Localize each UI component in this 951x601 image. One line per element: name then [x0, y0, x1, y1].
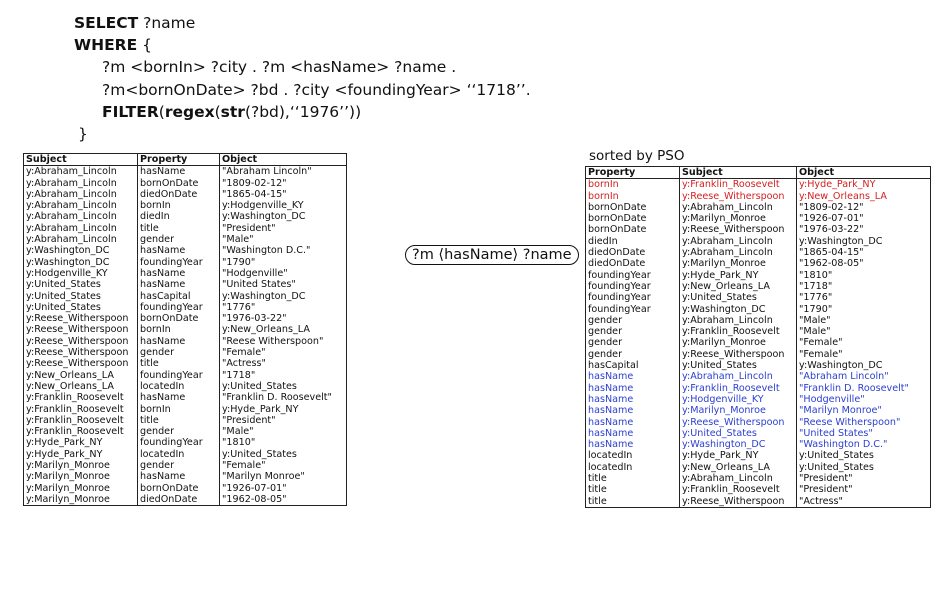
cell-property: title — [586, 484, 680, 495]
filter-keyword: FILTER — [102, 102, 159, 121]
filter-args: (?bd),‘‘1976’’)) — [244, 102, 362, 121]
cell-object: "Male" — [222, 234, 254, 246]
cell-object: "1790" — [799, 303, 833, 315]
cell-object: "United States" — [222, 279, 296, 291]
table-row — [586, 292, 931, 303]
cell-subject: y:Hyde_Park_NY — [680, 270, 797, 281]
cell-subject: y:Abraham_Lincoln — [24, 189, 138, 200]
header-object: Object — [220, 154, 347, 166]
cell-subject: y:Franklin_Roosevelt — [24, 404, 138, 415]
cell-object: "1776" — [799, 292, 833, 304]
cell-subject: y:United_States — [24, 291, 138, 302]
table-header-row — [24, 154, 347, 166]
table-row — [586, 405, 931, 416]
table-row — [586, 213, 931, 224]
select-keyword: SELECT — [74, 14, 139, 32]
cell-object: y:Washington_DC — [222, 211, 306, 223]
cell-subject: y:Marilyn_Monroe — [680, 337, 797, 348]
filter-line — [74, 101, 531, 123]
cell-property: hasName — [138, 279, 220, 290]
pattern-line-2: ?m<bornOnDate> ?bd . ?city <foundingYear> ‘‘1718’’. — [102, 80, 531, 99]
table-row — [586, 179, 931, 191]
cell-subject: y:Franklin_Roosevelt — [24, 392, 138, 403]
cell-object: "President" — [799, 484, 853, 496]
table-row — [24, 426, 347, 437]
cell-subject: y:Marilyn_Monroe — [680, 258, 797, 269]
cell-subject: y:Hodgenville_KY — [680, 394, 797, 405]
cell-property: gender — [138, 426, 220, 437]
table-header-row — [586, 167, 931, 179]
cell-object: y:United_States — [799, 450, 874, 462]
cell-property: bornIn — [586, 191, 680, 202]
table-row — [24, 257, 347, 268]
cell-subject: y:Reese_Witherspoon — [680, 349, 797, 360]
table-row — [24, 471, 347, 482]
cell-subject: y:Reese_Witherspoon — [680, 191, 797, 202]
table-row — [24, 245, 347, 256]
cell-subject: y:Abraham_Lincoln — [680, 371, 797, 382]
pattern-line-1: ?m <bornIn> ?city . ?m <hasName> ?name . — [102, 58, 457, 77]
cell-property: hasName — [586, 417, 680, 428]
triples-table-body — [24, 166, 347, 506]
cell-property: gender — [586, 337, 680, 348]
cell-property: foundingYear — [586, 270, 680, 281]
triples-table-unsorted — [23, 153, 347, 506]
cell-object: "1776" — [222, 301, 256, 313]
table-row — [24, 460, 347, 471]
cell-object: y:Hyde_Park_NY — [222, 403, 299, 415]
where-line — [74, 34, 531, 56]
cell-property: hasCapital — [586, 360, 680, 371]
cell-object: "Marilyn Monroe" — [222, 471, 305, 483]
cell-property: title — [586, 473, 680, 484]
cell-object: "Actress" — [799, 495, 843, 507]
cell-property: locatedIn — [586, 462, 680, 473]
cell-object: "Reese Witherspoon" — [222, 335, 324, 347]
cell-property: bornOnDate — [586, 213, 680, 224]
table-row — [24, 291, 347, 302]
regex-keyword: regex — [164, 102, 215, 121]
triple-pattern-box: ?m ⟨hasName⟩ ?name — [405, 245, 579, 265]
cell-object: "1790" — [222, 256, 256, 268]
cell-object: y:Washington_DC — [799, 235, 883, 247]
cell-object: "Abraham Lincoln" — [222, 166, 312, 178]
table-row — [24, 370, 347, 381]
cell-property: bornOnDate — [138, 483, 220, 494]
cell-property: foundingYear — [138, 302, 220, 313]
header-object: Object — [797, 167, 931, 179]
cell-object: y:New_Orleans_LA — [222, 324, 310, 336]
cell-object: "1718" — [799, 280, 833, 292]
cell-subject: y:Washington_DC — [680, 304, 797, 315]
table-row — [24, 494, 347, 506]
table-row — [586, 473, 931, 484]
cell-property: hasName — [586, 439, 680, 450]
cell-object: "President" — [222, 414, 276, 426]
cell-subject: y:United_States — [680, 360, 797, 371]
filter-paren-2: ( — [214, 102, 221, 121]
cell-object: y:Washington_DC — [222, 290, 306, 302]
cell-property: foundingYear — [586, 304, 680, 315]
table-row — [24, 313, 347, 324]
cell-property: hasName — [586, 371, 680, 382]
cell-subject: y:United_States — [24, 279, 138, 290]
table-row — [24, 178, 347, 189]
table-row — [586, 371, 931, 382]
cell-property: foundingYear — [586, 292, 680, 303]
cell-subject: y:Abraham_Lincoln — [24, 223, 138, 234]
cell-object: y:Hyde_Park_NY — [799, 179, 876, 191]
cell-property: locatedIn — [138, 381, 220, 392]
cell-object: "Hodgenville" — [222, 267, 288, 279]
cell-subject: y:Reese_Witherspoon — [24, 347, 138, 358]
cell-object: "Female" — [799, 348, 843, 360]
cell-property: hasName — [586, 428, 680, 439]
table-row — [24, 324, 347, 335]
cell-subject: y:Hyde_Park_NY — [24, 449, 138, 460]
cell-subject: y:New_Orleans_LA — [24, 370, 138, 381]
cell-subject: y:Abraham_Lincoln — [24, 200, 138, 211]
table-row — [586, 202, 931, 213]
cell-object: "1718" — [222, 369, 256, 381]
cell-subject: y:Abraham_Lincoln — [680, 236, 797, 247]
cell-property: diedOnDate — [138, 189, 220, 200]
cell-property: hasName — [138, 336, 220, 347]
cell-subject: y:Reese_Witherspoon — [24, 313, 138, 324]
cell-object: y:Washington_DC — [799, 360, 883, 372]
cell-subject: y:New_Orleans_LA — [680, 281, 797, 292]
table-row — [24, 381, 347, 392]
table-row — [586, 337, 931, 348]
cell-property: gender — [138, 234, 220, 245]
cell-property: diedOnDate — [138, 494, 220, 506]
table-row — [24, 392, 347, 403]
cell-property: bornOnDate — [586, 202, 680, 213]
open-brace: { — [142, 36, 152, 55]
cell-object: "1926-07-01" — [799, 213, 864, 225]
table-row — [586, 462, 931, 473]
cell-property: locatedIn — [138, 449, 220, 460]
cell-subject: y:Abraham_Lincoln — [680, 247, 797, 258]
cell-property: bornOnDate — [138, 313, 220, 324]
cell-property: gender — [586, 315, 680, 326]
cell-subject: y:Abraham_Lincoln — [680, 473, 797, 484]
table-row — [586, 258, 931, 269]
cell-property: diedIn — [586, 236, 680, 247]
cell-property: bornOnDate — [586, 224, 680, 235]
table-row — [586, 428, 931, 439]
cell-subject: y:Washington_DC — [24, 245, 138, 256]
cell-object: "Franklin D. Roosevelt" — [222, 392, 332, 404]
cell-object: "United States" — [799, 427, 873, 439]
cell-subject: y:Reese_Witherspoon — [24, 336, 138, 347]
table-row — [586, 439, 931, 450]
cell-object: "1926-07-01" — [222, 482, 287, 494]
cell-subject: y:Abraham_Lincoln — [680, 315, 797, 326]
table-row — [586, 281, 931, 292]
cell-property: hasName — [138, 471, 220, 482]
cell-property: foundingYear — [586, 281, 680, 292]
cell-object: y:United_States — [222, 380, 297, 392]
cell-subject: y:Franklin_Roosevelt — [680, 484, 797, 495]
table-row — [586, 394, 931, 405]
cell-subject: y:United_States — [680, 292, 797, 303]
cell-property: hasName — [586, 383, 680, 394]
cell-object: "Male" — [799, 326, 831, 338]
sparql-query — [74, 12, 531, 145]
cell-object: "Actress" — [222, 358, 266, 370]
cell-subject: y:Hyde_Park_NY — [680, 450, 797, 461]
cell-subject: y:Marilyn_Monroe — [24, 494, 138, 506]
cell-object: y:United_States — [222, 448, 297, 460]
cell-subject: y:Reese_Witherspoon — [680, 496, 797, 508]
header-property: Property — [586, 167, 680, 179]
cell-object: "Female" — [222, 460, 266, 472]
table-row — [24, 279, 347, 290]
cell-property: bornIn — [138, 200, 220, 211]
table-row — [24, 483, 347, 494]
cell-subject: y:Marilyn_Monroe — [24, 483, 138, 494]
cell-property: locatedIn — [586, 450, 680, 461]
cell-object: "Reese Witherspoon" — [799, 416, 901, 428]
table-row — [24, 268, 347, 279]
cell-subject: y:Reese_Witherspoon — [24, 324, 138, 335]
cell-subject: y:Franklin_Roosevelt — [680, 383, 797, 394]
cell-subject: y:Washington_DC — [680, 439, 797, 450]
cell-property: diedOnDate — [586, 247, 680, 258]
table-row — [24, 415, 347, 426]
cell-property: bornOnDate — [138, 178, 220, 189]
table-row — [586, 191, 931, 202]
select-variable: ?name — [143, 14, 196, 32]
cell-property: gender — [138, 347, 220, 358]
table-row — [586, 450, 931, 461]
cell-object: y:New_Orleans_LA — [799, 190, 887, 202]
cell-object: "1962-08-05" — [222, 493, 287, 505]
cell-object: "1810" — [799, 269, 833, 281]
table-row — [586, 484, 931, 495]
cell-object: "Male" — [799, 314, 831, 326]
table-row — [24, 358, 347, 369]
cell-object: "Washington D.C." — [799, 439, 888, 451]
cell-property: title — [586, 496, 680, 508]
table-row — [586, 224, 931, 235]
header-property: Property — [138, 154, 220, 166]
cell-subject: y:Hodgenville_KY — [24, 268, 138, 279]
table-row — [24, 347, 347, 358]
cell-object: y:Hodgenville_KY — [222, 200, 304, 212]
cell-property: hasCapital — [138, 291, 220, 302]
table-row — [586, 417, 931, 428]
cell-object: "1865-04-15" — [799, 247, 864, 259]
cell-object: "1810" — [222, 437, 256, 449]
cell-property: title — [138, 415, 220, 426]
table-row — [24, 234, 347, 245]
cell-object: "President" — [799, 473, 853, 485]
cell-property: hasName — [138, 268, 220, 279]
where-keyword: WHERE — [74, 36, 138, 55]
cell-object: "Abraham Lincoln" — [799, 371, 889, 383]
header-subject: Subject — [24, 154, 138, 166]
sorted-caption: sorted by PSO — [589, 148, 685, 164]
table-row — [24, 189, 347, 200]
cell-subject: y:Franklin_Roosevelt — [24, 426, 138, 437]
table-row — [24, 211, 347, 222]
cell-property: bornIn — [138, 324, 220, 335]
cell-subject: y:Abraham_Lincoln — [24, 211, 138, 222]
cell-subject: y:Marilyn_Monroe — [24, 471, 138, 482]
close-brace: } — [78, 125, 88, 144]
cell-subject: y:Reese_Witherspoon — [680, 224, 797, 235]
cell-object: "Franklin D. Roosevelt" — [799, 382, 909, 394]
table-row — [586, 247, 931, 258]
cell-object: "Male" — [222, 426, 254, 438]
cell-property: foundingYear — [138, 257, 220, 268]
cell-subject: y:Marilyn_Monroe — [680, 405, 797, 416]
table-row — [586, 270, 931, 281]
table-row — [24, 200, 347, 211]
cell-subject: y:New_Orleans_LA — [680, 462, 797, 473]
triples-table-pso — [585, 166, 931, 508]
cell-property: hasName — [138, 166, 220, 178]
cell-subject: y:Abraham_Lincoln — [680, 202, 797, 213]
cell-subject: y:United_States — [680, 428, 797, 439]
table-row — [24, 166, 347, 178]
cell-subject: y:Abraham_Lincoln — [24, 166, 138, 178]
cell-subject: y:Hyde_Park_NY — [24, 437, 138, 448]
table-row — [24, 437, 347, 448]
cell-property: foundingYear — [138, 370, 220, 381]
cell-property: title — [138, 358, 220, 369]
cell-subject: y:Marilyn_Monroe — [680, 213, 797, 224]
table-row — [24, 302, 347, 313]
table-row — [586, 383, 931, 394]
cell-property: title — [138, 223, 220, 234]
cell-object: "Marilyn Monroe" — [799, 405, 882, 417]
cell-property: hasName — [138, 392, 220, 403]
cell-property: hasName — [586, 394, 680, 405]
header-subject: Subject — [680, 167, 797, 179]
cell-subject: y:Franklin_Roosevelt — [24, 415, 138, 426]
cell-subject: y:Abraham_Lincoln — [24, 234, 138, 245]
cell-subject: y:Reese_Witherspoon — [680, 417, 797, 428]
cell-property: diedOnDate — [586, 258, 680, 269]
str-keyword: str — [220, 102, 245, 121]
cell-property: gender — [586, 326, 680, 337]
cell-object: "1962-08-05" — [799, 258, 864, 270]
cell-subject: y:Franklin_Roosevelt — [680, 326, 797, 337]
cell-object: "1976-03-22" — [222, 313, 287, 325]
cell-subject: y:Abraham_Lincoln — [24, 178, 138, 189]
cell-property: bornIn — [138, 404, 220, 415]
cell-object: "Female" — [222, 347, 266, 359]
table-row — [586, 315, 931, 326]
cell-subject: y:Marilyn_Monroe — [24, 460, 138, 471]
cell-subject: y:Franklin_Roosevelt — [680, 179, 797, 191]
cell-object: "1865-04-15" — [222, 188, 287, 200]
filter-paren-1: ( — [158, 102, 165, 121]
cell-object: "President" — [222, 222, 276, 234]
select-line — [74, 12, 531, 34]
table-row — [586, 304, 931, 315]
cell-object: "Washington D.C." — [222, 245, 311, 257]
table-row — [24, 223, 347, 234]
table-row — [586, 349, 931, 360]
cell-object: "1976-03-22" — [799, 224, 864, 236]
cell-object: "Female" — [799, 337, 843, 349]
cell-property: diedIn — [138, 211, 220, 222]
table-row — [586, 236, 931, 247]
table-row — [24, 449, 347, 460]
cell-property: hasName — [586, 405, 680, 416]
table-row — [24, 336, 347, 347]
cell-subject: y:New_Orleans_LA — [24, 381, 138, 392]
table-row — [586, 360, 931, 371]
cell-object: "1809-02-12" — [799, 201, 864, 213]
table-row — [24, 404, 347, 415]
table-row — [586, 326, 931, 337]
cell-subject: y:Reese_Witherspoon — [24, 358, 138, 369]
cell-property: gender — [586, 349, 680, 360]
cell-object: "Hodgenville" — [799, 393, 865, 405]
cell-subject: y:Washington_DC — [24, 257, 138, 268]
cell-property: foundingYear — [138, 437, 220, 448]
table-row — [586, 496, 931, 508]
cell-property: bornIn — [586, 179, 680, 191]
cell-property: gender — [138, 460, 220, 471]
pso-table-body — [586, 179, 931, 508]
cell-object: y:United_States — [799, 461, 874, 473]
cell-object: "1809-02-12" — [222, 177, 287, 189]
cell-subject: y:United_States — [24, 302, 138, 313]
cell-property: hasName — [138, 245, 220, 256]
